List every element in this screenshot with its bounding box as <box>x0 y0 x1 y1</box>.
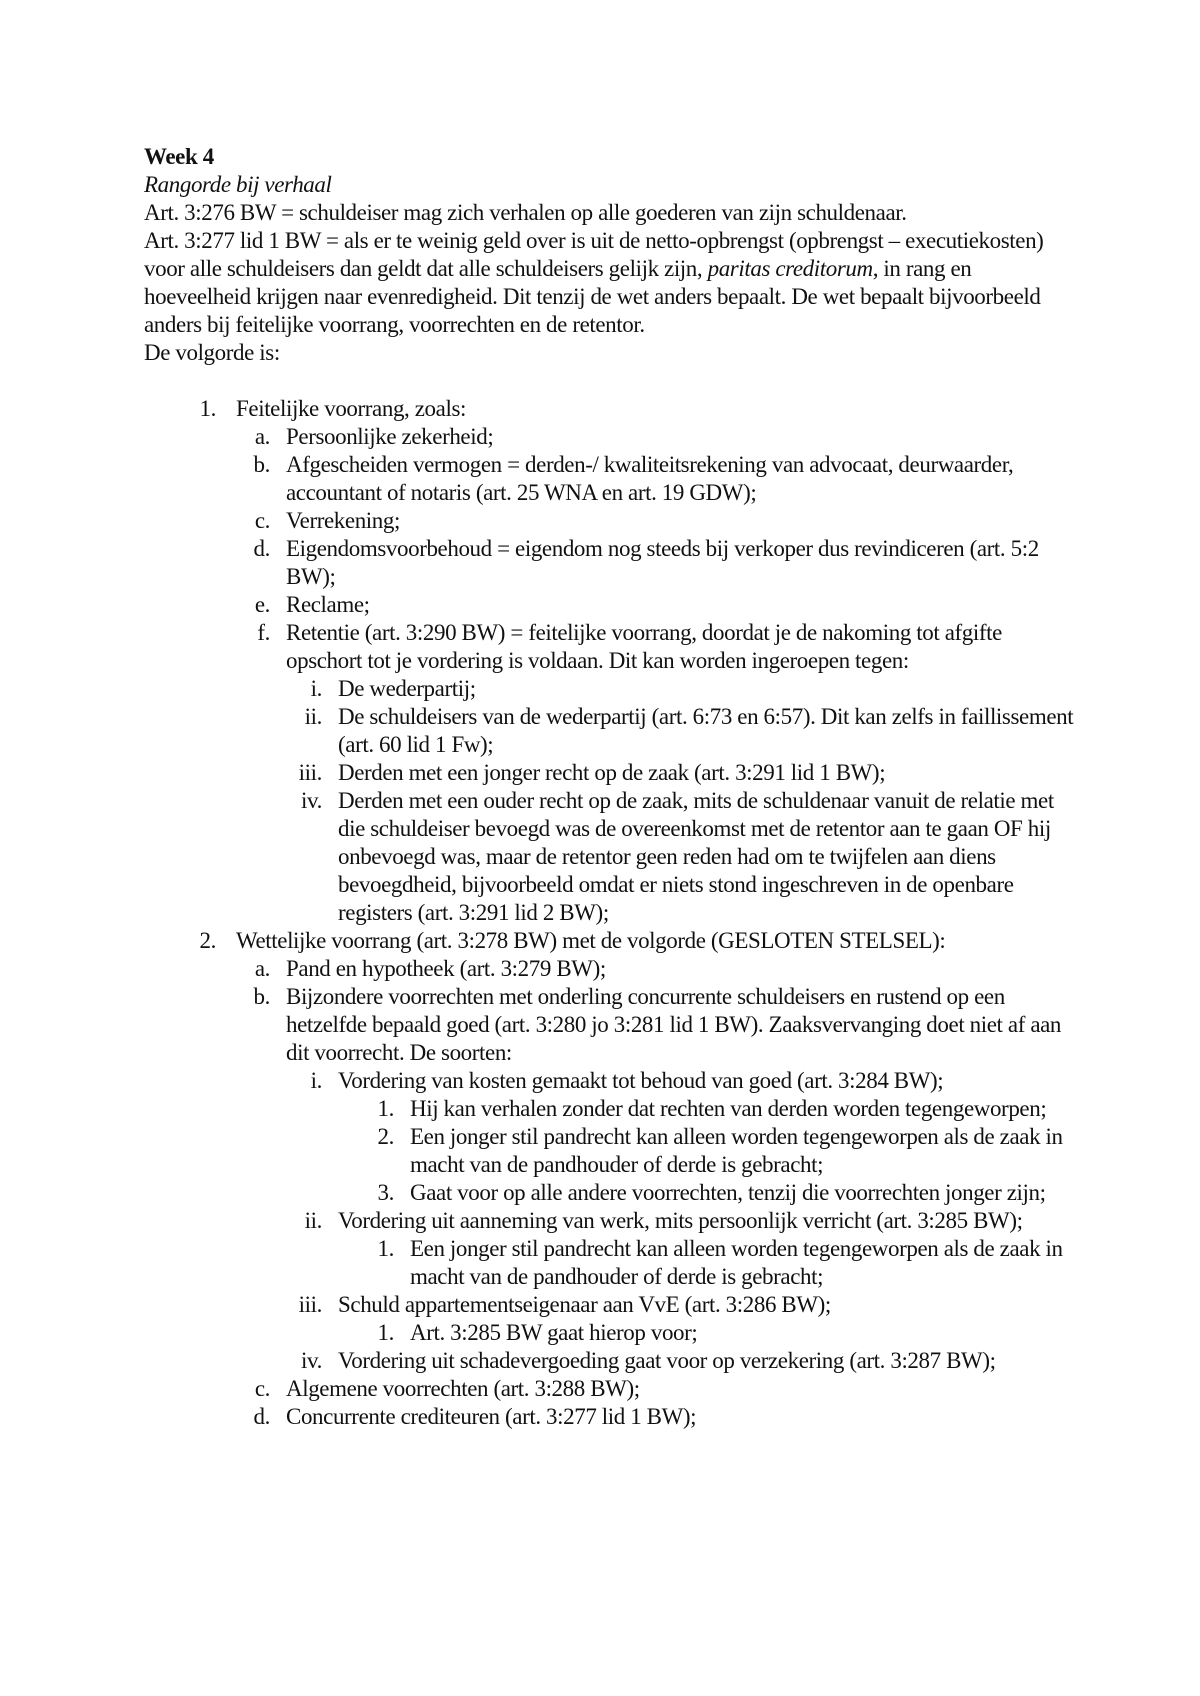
list-item <box>144 507 1074 535</box>
list-item <box>144 787 1074 927</box>
list-item-text: Een jonger stil pandrecht kan alleen worden tegengeworpen als de zaak in macht van de pandhouder of derde is gebracht; <box>410 1236 1063 1289</box>
list-item-marker: iv. <box>301 788 322 813</box>
list-item <box>144 619 1074 675</box>
list-item-text: De schuldeisers van de wederpartij (art. 6:73 en 6:57). Dit kan zelfs in faillissement (art. 60 lid 1 Fw); <box>338 704 1074 757</box>
list-item <box>144 451 1074 507</box>
list-item-text: Gaat voor op alle andere voorrechten, tenzij die voorrechten jonger zijn; <box>410 1180 1046 1205</box>
list-item-text: Bijzondere voorrechten met onderling concurrente schuldeisers en rustend op een hetzelfde bepaald goed (art. 3:280 jo 3:281 lid 1 BW). Zaaksvervanging doet niet af aan dit voorrecht. De soorten: <box>286 984 1062 1065</box>
list-item <box>144 927 1074 955</box>
list-item-marker: iv. <box>301 1348 322 1373</box>
list-item-text: Schuld appartementseigenaar aan VvE (art. 3:286 BW); <box>338 1292 831 1317</box>
list-item-marker: a. <box>254 956 270 981</box>
list-item-text: Hij kan verhalen zonder dat rechten van derden worden tegengeworpen; <box>410 1096 1047 1121</box>
list-item-marker: c. <box>254 1376 270 1401</box>
list-item-marker: 1. <box>377 1236 394 1261</box>
list-item <box>144 1123 1074 1179</box>
list-item-marker: b. <box>253 984 270 1009</box>
list-item-marker: iii. <box>298 1292 322 1317</box>
list-item-text: Eigendomsvoorbehoud = eigendom nog steeds bij verkoper dus revindiceren (art. 5:2 BW); <box>286 536 1039 589</box>
list-item <box>144 675 1074 703</box>
intro-paragraph-3: De volgorde is: <box>144 340 280 365</box>
list-item-marker: a. <box>254 424 270 449</box>
list-item-text: Algemene voorrechten (art. 3:288 BW); <box>286 1376 640 1401</box>
intro-paragraph-2-text-b: , in rang en hoeveelheid krijgen naar evenredigheid. Dit tenzij de wet anders bepaalt. De wet bepaalt bijvoorbeeld anders bij feitelijke voorrang, voorrechten en de retentor. <box>144 256 1041 337</box>
outline-list <box>144 395 1074 1431</box>
list-item-marker: 1. <box>199 396 216 421</box>
list-item <box>144 759 1074 787</box>
list-item-text: Vordering van kosten gemaakt tot behoud van goed (art. 3:284 BW); <box>338 1068 944 1093</box>
list-item-marker: i. <box>310 1068 322 1093</box>
list-item-text: Reclame; <box>286 592 370 617</box>
list-item-text: Verrekening; <box>286 508 400 533</box>
document-body <box>144 143 1074 1431</box>
list-item <box>144 1403 1074 1431</box>
section-subtitle: Rangorde bij verhaal <box>144 172 332 197</box>
list-item <box>144 983 1074 1067</box>
list-item-marker: 1. <box>377 1320 394 1345</box>
list-item-marker: b. <box>253 452 270 477</box>
list-item <box>144 395 1074 423</box>
list-item <box>144 535 1074 591</box>
list-item-marker: ii. <box>304 1208 322 1233</box>
list-item-text: Vordering uit aanneming van werk, mits persoonlijk verricht (art. 3:285 BW); <box>338 1208 1023 1233</box>
list-item-marker: ii. <box>304 704 322 729</box>
list-item-marker: e. <box>254 592 270 617</box>
list-item <box>144 1319 1074 1347</box>
list-item-marker: d. <box>253 536 270 561</box>
list-item-marker: 2. <box>377 1124 394 1149</box>
intro-paragraph-2-text-a: Art. 3:277 lid 1 BW = als er te weinig geld over is uit de netto-opbrengst (opbrengst – executiekosten) voor alle schuldeisers dan geldt dat alle schuldeisers gelijk zijn, <box>144 228 1044 281</box>
list-item-text: Retentie (art. 3:290 BW) = feitelijke voorrang, doordat je de nakoming tot afgifte opschort tot je vordering is voldaan. Dit kan worden ingeroepen tegen: <box>286 620 1002 673</box>
list-item <box>144 1291 1074 1319</box>
list-item-text: Art. 3:285 BW gaat hierop voor; <box>410 1320 698 1345</box>
list-item-text: Afgescheiden vermogen = derden-/ kwaliteitsrekening van advocaat, deurwaarder, accountant of notaris (art. 25 WNA en art. 19 GDW); <box>286 452 1014 505</box>
list-item-text: Feitelijke voorrang, zoals: <box>236 396 466 421</box>
list-item-text: De wederpartij; <box>338 676 476 701</box>
list-item-marker: d. <box>253 1404 270 1429</box>
list-item-text: Persoonlijke zekerheid; <box>286 424 494 449</box>
list-item <box>144 1095 1074 1123</box>
list-item-marker: 3. <box>377 1180 394 1205</box>
list-item <box>144 1067 1074 1095</box>
list-item-text: Derden met een ouder recht op de zaak, mits de schuldenaar vanuit de relatie met die schuldeiser bevoegd was de overeenkomst met de retentor aan te gaan OF hij onbevoegd was, maar de retentor geen reden had om te twijfelen aan diens bevoegdheid, bijvoorbeeld omdat er niets stond ingeschreven in de openbare registers (art. 3:291 lid 2 BW); <box>338 788 1054 925</box>
list-item <box>144 423 1074 451</box>
intro-paragraphs <box>144 199 1074 367</box>
page-title: Week 4 <box>144 144 214 169</box>
list-item <box>144 955 1074 983</box>
list-item-text: Concurrente crediteuren (art. 3:277 lid 1 BW); <box>286 1404 697 1429</box>
list-item-marker: 2. <box>199 928 216 953</box>
list-item-marker: c. <box>254 508 270 533</box>
list-item <box>144 1179 1074 1207</box>
list-item <box>144 1207 1074 1235</box>
list-item <box>144 1235 1074 1291</box>
list-item-marker: f. <box>257 620 270 645</box>
list-item-marker: i. <box>310 676 322 701</box>
list-item-text: Derden met een jonger recht op de zaak (art. 3:291 lid 1 BW); <box>338 760 886 785</box>
intro-paragraph-2 <box>144 227 1074 339</box>
list-item-text: Een jonger stil pandrecht kan alleen worden tegengeworpen als de zaak in macht van de pandhouder of derde is gebracht; <box>410 1124 1063 1177</box>
spacer <box>144 367 1074 395</box>
intro-paragraph-2-italic: paritas creditorum <box>707 256 873 281</box>
list-item-marker: iii. <box>298 760 322 785</box>
list-item <box>144 703 1074 759</box>
list-item-text: Wettelijke voorrang (art. 3:278 BW) met de volgorde (GESLOTEN STELSEL): <box>236 928 946 953</box>
intro-paragraph-1: Art. 3:276 BW = schuldeiser mag zich verhalen op alle goederen van zijn schuldenaar. <box>144 200 907 225</box>
list-item <box>144 1347 1074 1375</box>
list-item <box>144 1375 1074 1403</box>
list-item-marker: 1. <box>377 1096 394 1121</box>
list-item-text: Vordering uit schadevergoeding gaat voor op verzekering (art. 3:287 BW); <box>338 1348 996 1373</box>
list-item <box>144 591 1074 619</box>
list-item-text: Pand en hypotheek (art. 3:279 BW); <box>286 956 606 981</box>
